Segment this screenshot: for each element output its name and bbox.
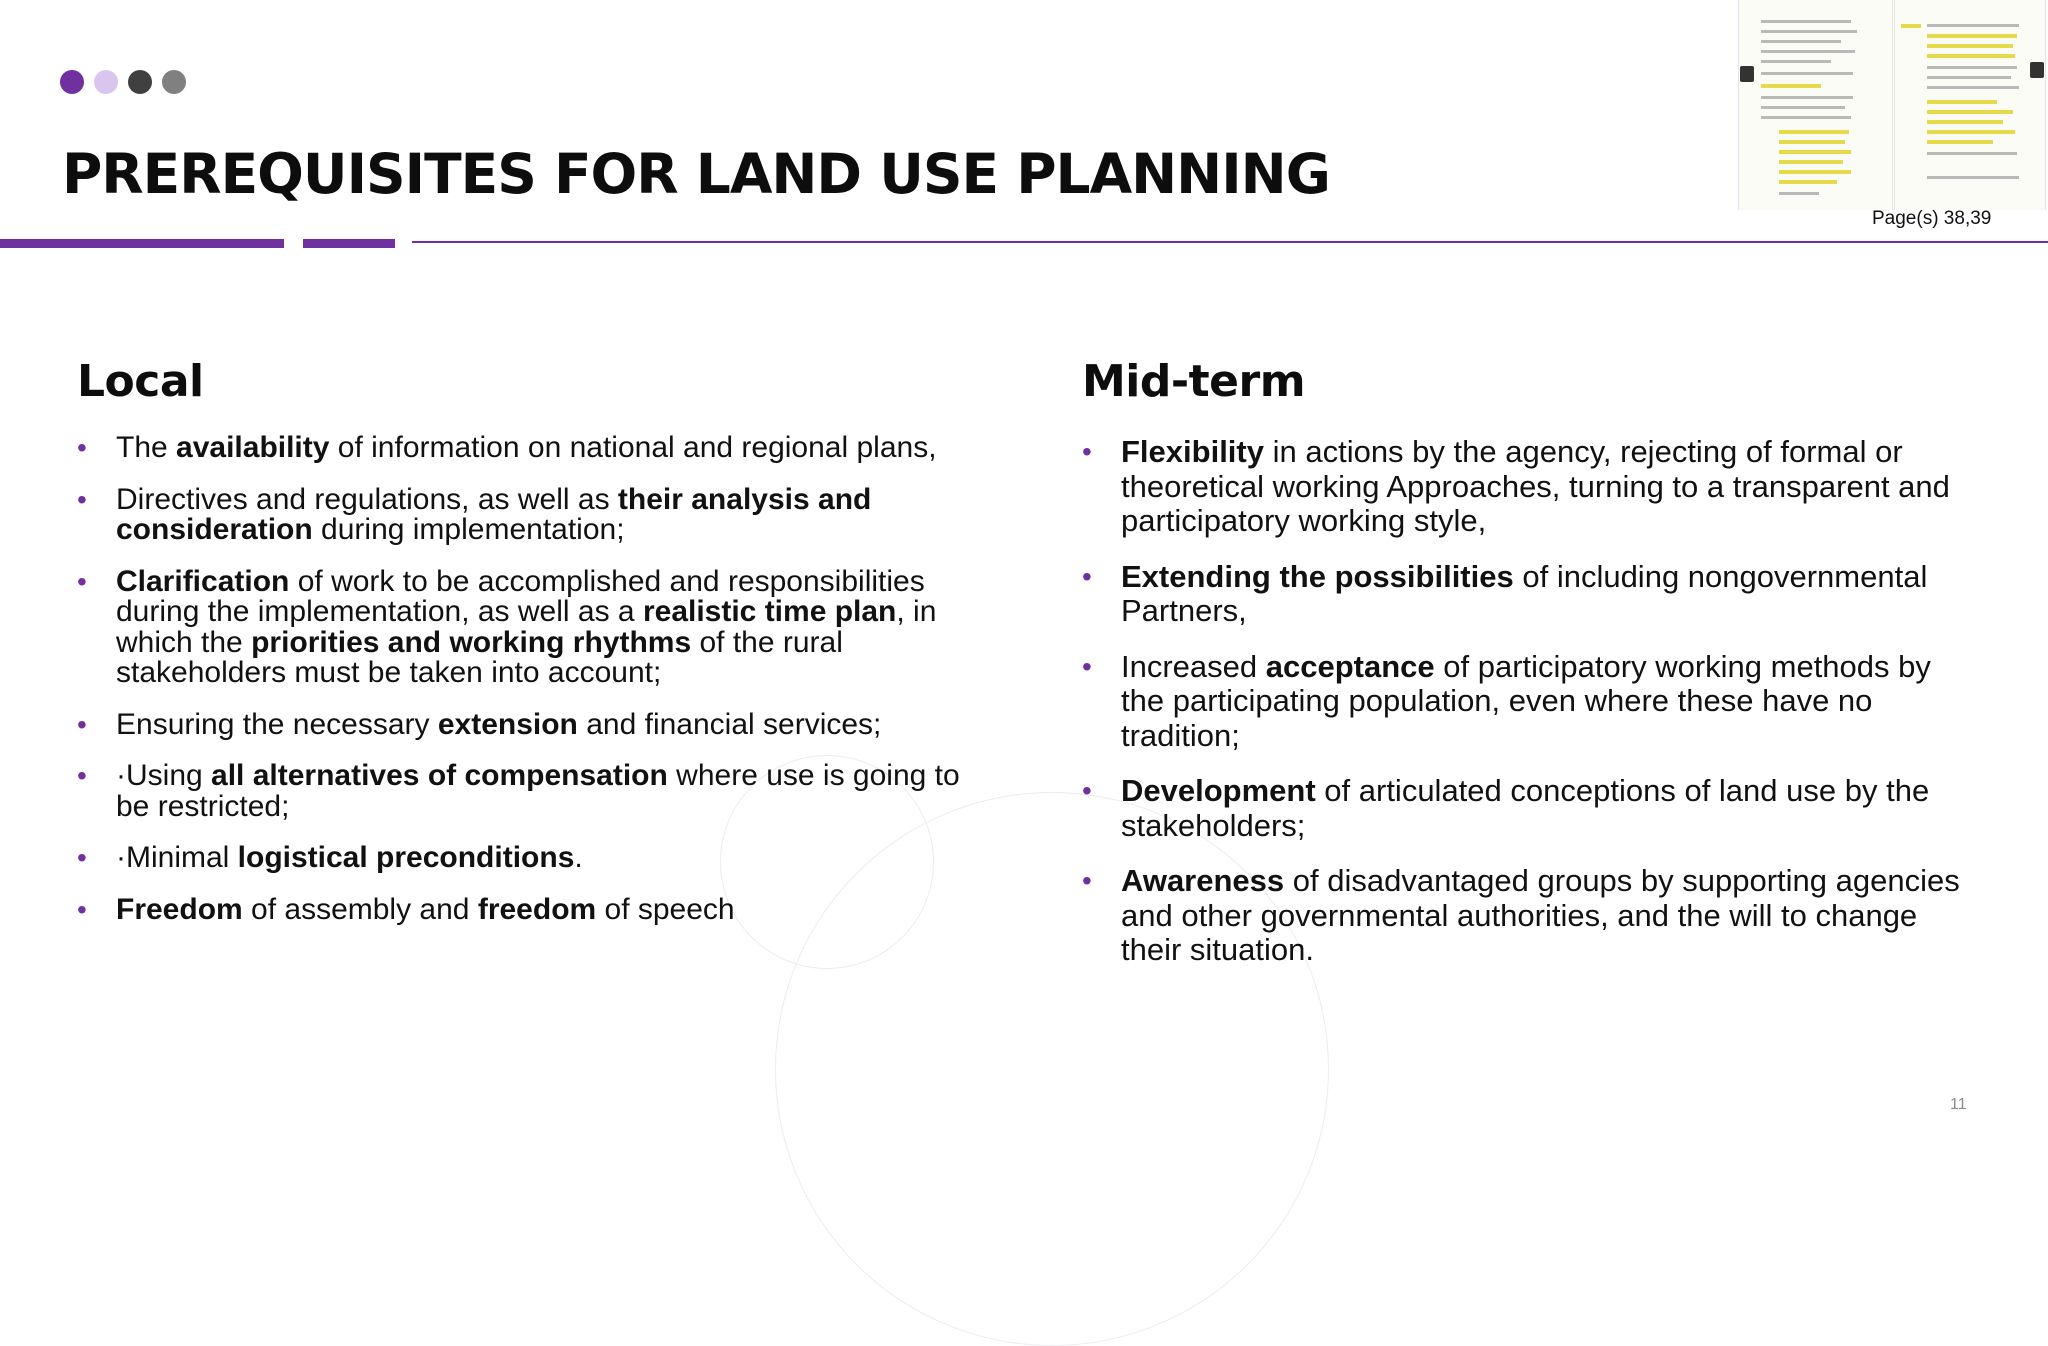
thumbnail-page-38 [1738,0,1893,210]
dot-purple [60,70,84,94]
bullet-item: • The availability of information on national and regional plans, [77,433,977,464]
dot-dark-gray [128,70,152,94]
slide-title: PREREQUISITES FOR LAND USE PLANNING [62,142,1330,206]
bullet-item: • Clarification of work to be accomplished and responsibilities during the implementation, as well as a realistic time plan, in which the priorities and working rhythms of the rural stakeholders must be taken into account; [77,567,977,689]
bullet-item: • Directives and regulations, as well as their analysis and consideration during implementation; [77,485,977,546]
bullet-item: • ·Using all alternatives of compensation where use is going to be restricted; [77,761,977,822]
dot-lavender [94,70,118,94]
thumbnail-marker-icon [2030,62,2044,78]
title-underline-short [303,239,395,248]
title-underline-thin [412,241,2048,243]
page-reference: Page(s) 38,39 [1872,208,1992,229]
bullet-item: • Increased acceptance of participatory working methods by the participating population, even where these have no tradition; [1082,650,1982,754]
midterm-column [1082,356,1982,989]
thumbnail-page-39 [1894,0,2046,210]
bullet-item: • Flexibility in actions by the agency, rejecting of formal or theoretical working Approaches, turning to a transparent and participatory working style, [1082,435,1982,539]
thumbnail-marker-icon [1740,66,1754,82]
dot-gray [162,70,186,94]
local-column [77,356,977,946]
bullet-item: • Extending the possibilities of including nongovernmental Partners, [1082,560,1982,629]
reference-page-thumbnails [1738,0,2048,218]
bullet-item: • ·Minimal logistical preconditions. [77,843,977,874]
midterm-heading: Mid-term [1082,356,1306,407]
bullet-item: • Development of articulated conceptions of land use by the stakeholders; [1082,774,1982,843]
bullet-item: • Awareness of disadvantaged groups by supporting agencies and other governmental authorities, and the will to change their situation. [1082,864,1982,968]
local-heading: Local [77,356,204,407]
bullet-item: • Freedom of assembly and freedom of speech [77,895,977,926]
midterm-list [1082,435,1982,968]
local-list [77,433,977,925]
slide-number: 11 [1950,1096,1967,1113]
title-underline-thick [0,239,284,248]
bullet-item: • Ensuring the necessary extension and financial services; [77,710,977,741]
